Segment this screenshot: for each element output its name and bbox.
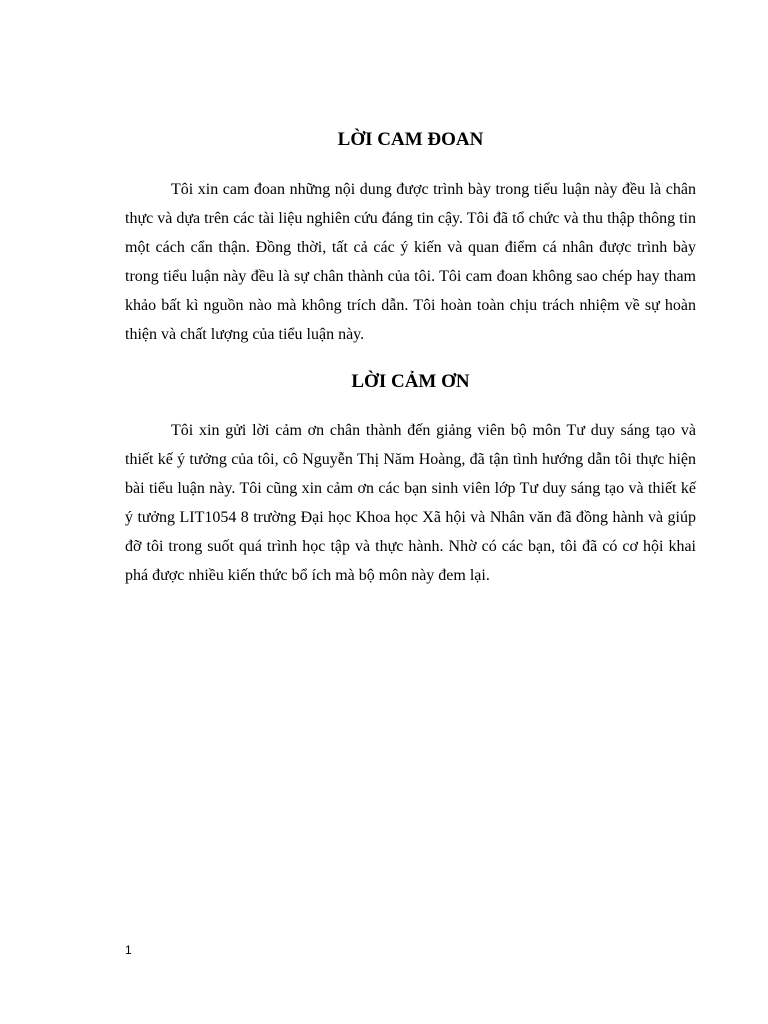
commitment-paragraph: Tôi xin cam đoan những nội dung được trình bày trong tiểu luận này đều là chân thực và dựa trên các tài liệu nghiên cứu đáng tin cậy. Tôi đã tổ chức và thu thập thông tin một cách cẩn thận. Đồng thời, tất cả các ý kiến và quan điểm cá nhân được trình bày trong tiểu luận này đều là sự chân thành của tôi. Tôi cam đoan không sao chép hay tham khảo bất kì nguồn nào mà không trích dẫn. Tôi hoàn toàn chịu trách nhiệm về sự hoàn thiện và chất lượng của tiểu luận này. <box>125 181 696 343</box>
page-number: 1 <box>125 943 132 957</box>
acknowledgement-title: LỜI CẢM ƠN <box>351 371 470 392</box>
acknowledgement-paragraph: Tôi xin gửi lời cảm ơn chân thành đến giảng viên bộ môn Tư duy sáng tạo và thiết kế ý tưởng của tôi, cô Nguyễn Thị Năm Hoàng, đã tận tình hướng dẫn tôi thực hiện bài tiểu luận này. Tôi cũng xin cảm ơn các bạn sinh viên lớp Tư duy sáng tạo và thiết kế ý tưởng LIT1054 8 trường Đại học Khoa học Xã hội và Nhân văn đã đồng hành và giúp đỡ tôi trong suốt quá trình học tập và thực hành. Nhờ có các bạn, tôi đã có cơ hội khai phá được nhiều kiến thức bổ ích mà bộ môn này đem lại. <box>125 422 696 584</box>
commitment-title: LỜI CAM ĐOAN <box>337 129 484 150</box>
